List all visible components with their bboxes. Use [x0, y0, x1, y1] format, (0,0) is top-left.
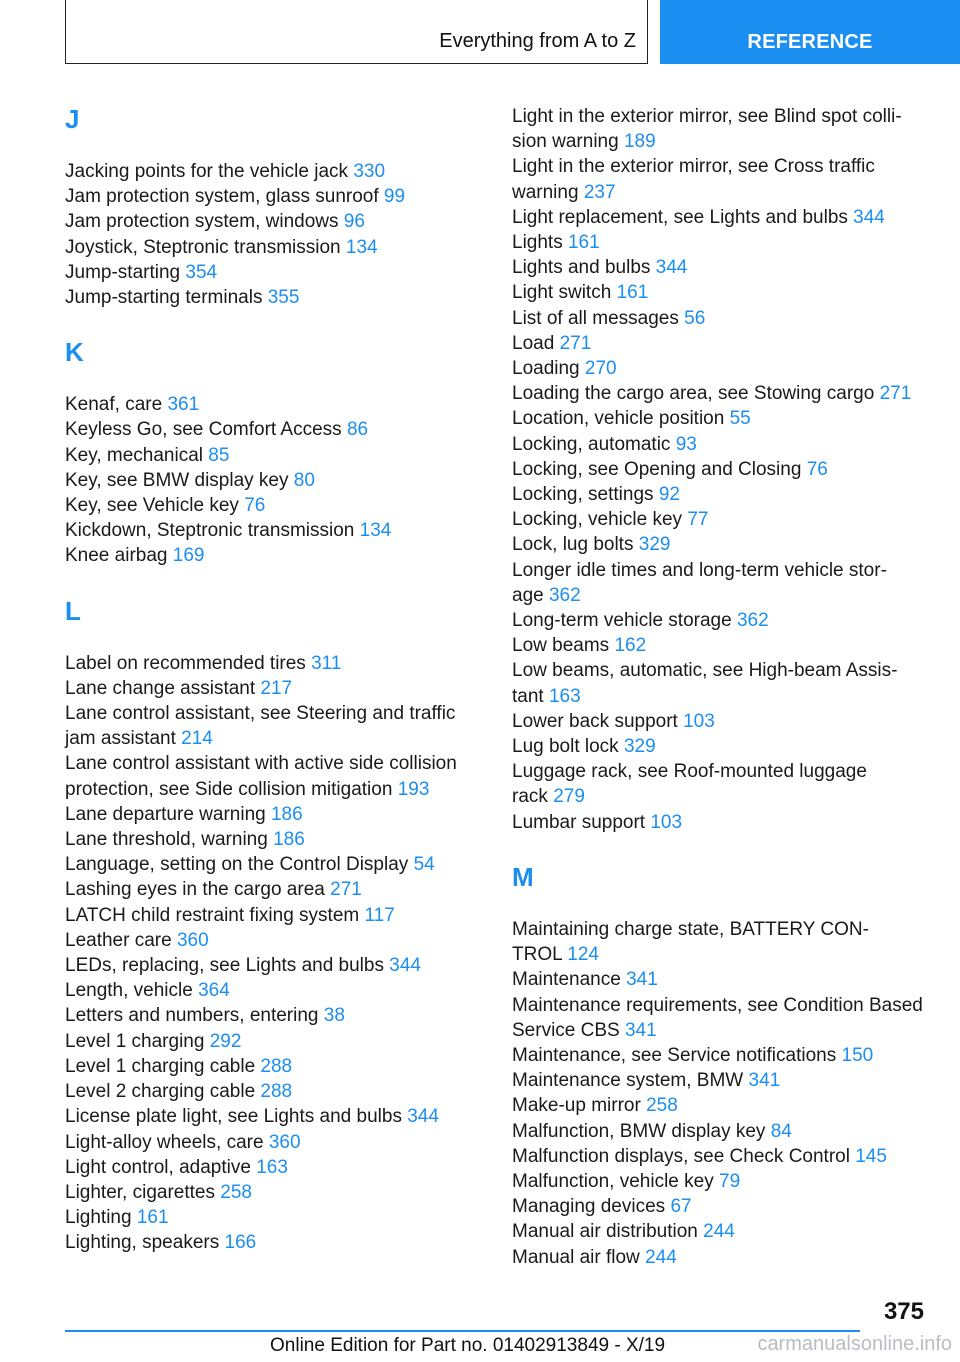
page-reference-link[interactable]: 279 — [553, 786, 585, 808]
index-term: Label on recommended tires — [65, 652, 306, 674]
index-term: Long-term vehicle storage — [512, 610, 732, 632]
page-reference-link[interactable]: 85 — [208, 444, 230, 466]
index-term-continued — [512, 180, 942, 205]
index-term: Lighting — [65, 1207, 132, 1229]
page-reference-link[interactable]: 38 — [323, 1005, 345, 1027]
index-term: Lane change assistant — [65, 677, 256, 699]
index-term: LATCH child restraint fixing system — [65, 904, 360, 926]
index-term-line2: warning — [512, 181, 579, 203]
page-reference-link[interactable]: 54 — [413, 854, 435, 876]
index-term: Jacking points for the vehicle jack — [65, 161, 349, 182]
index-term-line2: protection, see Side collision mitigation — [65, 778, 393, 800]
page-reference-link[interactable]: 80 — [293, 469, 315, 491]
watermark: carmanualsonline.info — [757, 1333, 952, 1355]
index-entry — [512, 1219, 942, 1244]
section-title: Everything from A to Z — [439, 30, 636, 52]
index-term: Longer idle times and long-term vehicle stor- — [512, 559, 887, 581]
page-reference-link[interactable]: 271 — [559, 332, 592, 354]
index-letter-heading: K — [65, 337, 84, 368]
page-reference-link[interactable]: 134 — [359, 520, 392, 542]
page-reference-link[interactable]: 355 — [267, 287, 300, 309]
index-term-line2: jam assistant — [65, 728, 176, 750]
index-term: Managing devices — [512, 1196, 666, 1218]
page-reference-link[interactable]: 288 — [260, 1055, 293, 1077]
index-term: Make-up mirror — [512, 1095, 641, 1117]
page-reference-link[interactable]: 56 — [684, 307, 706, 329]
index-entry — [65, 159, 485, 184]
index-letter-heading: L — [65, 595, 81, 626]
index-term: Jam protection system, windows — [65, 211, 339, 233]
index-entry — [512, 104, 942, 154]
page-reference-link[interactable]: 288 — [260, 1081, 293, 1103]
index-term: Light in the exterior mirror, see Blind spot colli- — [512, 106, 902, 127]
index-entry — [512, 1093, 942, 1118]
index-term: Light control, adaptive — [65, 1156, 251, 1178]
index-term: Malfunction, BMW display key — [512, 1120, 766, 1142]
index-term: Knee airbag — [65, 545, 168, 567]
index-term: Low beams — [512, 635, 610, 657]
index-term-line2: TROL — [512, 944, 562, 966]
index-entry — [65, 518, 485, 543]
index-entry — [512, 154, 942, 204]
page-reference-link[interactable]: 292 — [209, 1030, 242, 1052]
index-term: Low beams, automatic, see High-beam Assis- — [512, 660, 898, 682]
index-column-left — [65, 104, 485, 1256]
index-entry — [65, 1180, 485, 1205]
index-term: Maintenance system, BMW — [512, 1070, 744, 1092]
index-term-continued — [512, 129, 942, 154]
index-entry — [65, 1079, 485, 1104]
index-entry — [512, 381, 942, 406]
index-term: Lane departure warning — [65, 803, 266, 825]
page-reference-link[interactable]: 271 — [330, 879, 362, 901]
page-reference-link[interactable]: 344 — [389, 955, 421, 977]
page-reference-link[interactable]: 361 — [167, 394, 200, 416]
footer-rule — [65, 1330, 860, 1332]
index-term: Level 1 charging — [65, 1030, 205, 1052]
page-reference-link[interactable]: 162 — [614, 635, 647, 657]
index-entry — [65, 392, 485, 417]
index-term: Locking, automatic — [512, 433, 671, 455]
index-entry — [65, 953, 485, 978]
page-reference-link[interactable]: 364 — [198, 980, 230, 1002]
index-entry — [65, 417, 485, 442]
index-entry — [512, 1194, 942, 1219]
index-entry — [512, 406, 942, 431]
index-term: List of all messages — [512, 307, 679, 329]
index-entry — [65, 1130, 485, 1155]
page-reference-link[interactable]: 186 — [273, 829, 305, 851]
index-term: Malfunction, vehicle key — [512, 1170, 714, 1192]
page-reference-link[interactable]: 103 — [650, 811, 683, 833]
index-term: Lower back support — [512, 710, 678, 732]
page-reference-link[interactable]: 258 — [220, 1181, 252, 1203]
page-reference-link[interactable]: 163 — [256, 1156, 288, 1178]
index-term: Leather care — [65, 929, 172, 951]
index-term: Joystick, Steptronic transmission — [65, 236, 341, 258]
index-term: Language, setting on the Control Display — [65, 854, 409, 876]
index-term: Location, vehicle position — [512, 408, 725, 430]
index-term-line2: sion warning — [512, 131, 619, 153]
page-reference-link[interactable]: 67 — [670, 1196, 692, 1218]
index-entry — [512, 558, 942, 608]
page-reference-link[interactable]: 86 — [346, 419, 369, 441]
index-letter-heading: J — [65, 104, 80, 134]
index-entry — [65, 443, 485, 468]
index-entry — [512, 608, 942, 633]
page-reference-link[interactable]: 217 — [260, 677, 293, 699]
index-entry — [65, 701, 485, 751]
page-reference-link[interactable]: 193 — [397, 778, 430, 800]
page-reference-link[interactable]: 79 — [719, 1170, 741, 1192]
index-entry — [65, 1003, 485, 1028]
index-term: Light replacement, see Lights and bulbs — [512, 206, 848, 228]
index-entry — [65, 1104, 485, 1129]
index-term: Manual air flow — [512, 1246, 640, 1268]
page-reference-link[interactable]: 76 — [244, 495, 266, 517]
chapter-tab — [660, 0, 960, 64]
index-entry — [512, 230, 942, 255]
page-reference-link[interactable]: 92 — [658, 484, 680, 506]
page-reference-link[interactable]: 163 — [548, 685, 581, 707]
index-term: Light switch — [512, 282, 612, 304]
index-term: Malfunction displays, see Check Control — [512, 1145, 850, 1167]
page-reference-link[interactable]: 237 — [583, 181, 616, 203]
index-entry — [512, 1245, 942, 1270]
page-reference-link[interactable]: 311 — [311, 652, 342, 674]
index-entry — [65, 493, 485, 518]
index-term: Lashing eyes in the cargo area — [65, 879, 325, 901]
index-term: Lumbar support — [512, 811, 646, 833]
index-entry — [65, 235, 485, 260]
index-term-continued — [512, 784, 942, 809]
page-reference-link[interactable]: 145 — [855, 1145, 887, 1167]
page-reference-link[interactable]: 124 — [567, 944, 599, 966]
index-entry — [512, 1119, 942, 1144]
index-entry — [512, 532, 942, 557]
page-reference-link[interactable]: 329 — [638, 534, 671, 556]
page-reference-link[interactable]: 99 — [383, 186, 406, 208]
index-entry — [65, 676, 485, 701]
index-entry — [65, 1155, 485, 1180]
index-term: Load — [512, 332, 555, 354]
page-reference-link[interactable]: 55 — [729, 408, 751, 430]
index-entry — [65, 852, 485, 877]
index-entry — [512, 633, 942, 658]
index-term-continued — [65, 777, 485, 802]
page-reference-link[interactable]: 344 — [853, 206, 885, 228]
index-entry — [65, 184, 485, 209]
index-entry — [65, 928, 485, 953]
index-term: LEDs, replacing, see Lights and bulbs — [65, 955, 384, 977]
index-entry — [65, 209, 485, 234]
index-term: Lights — [512, 232, 563, 254]
page-reference-link[interactable]: 117 — [364, 904, 395, 926]
index-entry — [512, 280, 942, 305]
chapter-title: REFERENCE — [747, 31, 873, 53]
page-reference-link[interactable]: 166 — [224, 1232, 257, 1254]
index-term: Lighter, cigarettes — [65, 1181, 215, 1203]
index-term: Kenaf, care — [65, 394, 163, 416]
index-term: Luggage rack, see Roof-mounted luggage — [512, 761, 867, 783]
index-entry — [512, 331, 942, 356]
index-term-continued — [512, 684, 942, 709]
page-reference-link[interactable]: 244 — [645, 1246, 677, 1268]
index-term-continued — [512, 942, 942, 967]
page-reference-link[interactable]: 150 — [841, 1044, 874, 1066]
page-number: 375 — [883, 1298, 924, 1325]
page-reference-link[interactable]: 93 — [675, 433, 697, 455]
index-term-continued — [512, 583, 942, 608]
footer-edition: Online Edition for Part no. 01402913849 - X/19 — [270, 1335, 666, 1356]
index-term: Length, vehicle — [65, 980, 193, 1002]
page-reference-link[interactable]: 362 — [548, 584, 581, 606]
page-reference-link[interactable]: 258 — [646, 1095, 678, 1117]
index-term: Maintenance requirements, see Condition Based — [512, 994, 923, 1016]
index-entry — [512, 993, 942, 1043]
index-term: Level 1 charging cable — [65, 1055, 256, 1077]
index-entry — [512, 306, 942, 331]
index-entry — [512, 734, 942, 759]
index-term: Level 2 charging cable — [65, 1081, 256, 1103]
index-term: Keyless Go, see Comfort Access — [65, 419, 342, 441]
index-entry — [512, 205, 942, 230]
index-entry — [65, 543, 485, 568]
index-entry — [512, 255, 942, 280]
index-entry — [512, 759, 942, 809]
page-reference-link[interactable]: 84 — [770, 1120, 792, 1142]
index-entry — [65, 285, 485, 310]
index-term: Key, see Vehicle key — [65, 495, 239, 517]
page-reference-link[interactable]: 341 — [624, 1019, 657, 1041]
index-entry — [65, 903, 485, 928]
page-reference-link[interactable]: 134 — [345, 236, 378, 258]
index-entry — [512, 356, 942, 381]
index-term: Locking, settings — [512, 484, 654, 506]
index-entry — [512, 709, 942, 734]
page-reference-link[interactable]: 189 — [623, 131, 656, 153]
index-entry — [512, 810, 942, 835]
index-term: Jam protection system, glass sunroof — [65, 186, 379, 208]
page-reference-link[interactable]: 214 — [181, 728, 213, 750]
index-term-continued — [65, 726, 485, 751]
index-entry — [65, 1205, 485, 1230]
page-reference-link[interactable]: 96 — [343, 211, 365, 233]
index-entry — [65, 1054, 485, 1079]
index-term: Locking, vehicle key — [512, 509, 683, 531]
index-entry — [65, 827, 485, 852]
index-term: Locking, see Opening and Closing — [512, 458, 802, 480]
page-reference-link[interactable]: 360 — [268, 1131, 301, 1153]
running-header-section — [65, 0, 648, 64]
index-term: Key, mechanical — [65, 444, 203, 466]
page-reference-link[interactable]: 341 — [626, 969, 658, 991]
page-reference-link[interactable]: 270 — [584, 358, 617, 380]
page-reference-link[interactable]: 362 — [736, 610, 769, 632]
index-term: Light-alloy wheels, care — [65, 1131, 264, 1153]
index-entry — [65, 1029, 485, 1054]
index-letter-heading: M — [512, 861, 534, 892]
index-term: Manual air distribution — [512, 1221, 698, 1243]
index-term: Light in the exterior mirror, see Cross traffic — [512, 156, 875, 178]
page-reference-link[interactable]: 186 — [270, 803, 303, 825]
page-reference-link[interactable]: 161 — [567, 232, 600, 254]
page-reference-link[interactable]: 77 — [687, 509, 709, 531]
page-reference-link[interactable]: 76 — [806, 458, 828, 480]
index-term: Loading the cargo area, see Stowing cargo — [512, 383, 875, 405]
index-term: Jump-starting terminals — [65, 287, 263, 309]
index-term: Lighting, speakers — [65, 1232, 220, 1254]
index-entry — [512, 967, 942, 992]
index-entry — [512, 1144, 942, 1169]
page-reference-link[interactable]: 161 — [136, 1207, 169, 1229]
index-term: Letters and numbers, entering — [65, 1005, 319, 1027]
index-term: Lug bolt lock — [512, 736, 619, 758]
index-term: Loading — [512, 358, 580, 380]
index-term-line2: Service CBS — [512, 1019, 620, 1041]
index-column-right — [512, 104, 942, 1270]
index-term: Maintenance, see Service notifications — [512, 1044, 837, 1066]
index-term: Key, see BMW display key — [65, 469, 289, 491]
index-entry — [65, 260, 485, 285]
index-term: Lane control assistant, see Steering and traffic — [65, 703, 456, 725]
index-entry — [65, 877, 485, 902]
index-entry — [512, 917, 942, 967]
index-entry — [65, 468, 485, 493]
page-reference-link[interactable]: 330 — [353, 161, 386, 182]
index-entry — [65, 978, 485, 1003]
index-entry — [65, 802, 485, 827]
index-term: Maintaining charge state, BATTERY CON- — [512, 918, 869, 940]
index-term-line2: age — [512, 584, 544, 606]
page-reference-link[interactable]: 341 — [748, 1070, 781, 1092]
index-entry — [65, 1230, 485, 1255]
index-term: Kickdown, Steptronic transmission — [65, 520, 355, 542]
index-term: Lights and bulbs — [512, 257, 651, 279]
index-term: License plate light, see Lights and bulbs — [65, 1106, 402, 1128]
page-reference-link[interactable]: 344 — [655, 257, 688, 279]
page-reference-link[interactable]: 103 — [683, 710, 715, 732]
index-entry — [512, 1043, 942, 1068]
index-entry — [512, 1068, 942, 1093]
index-entry — [512, 432, 942, 457]
index-entry — [512, 507, 942, 532]
page-reference-link[interactable]: 161 — [616, 282, 649, 304]
page-reference-link[interactable]: 360 — [176, 929, 209, 951]
index-entry — [512, 1169, 942, 1194]
page-reference-link[interactable]: 354 — [185, 261, 218, 283]
page-reference-link[interactable]: 271 — [879, 383, 912, 405]
index-term: Lane threshold, warning — [65, 829, 268, 851]
index-entry — [512, 482, 942, 507]
page-reference-link[interactable]: 244 — [703, 1221, 735, 1243]
index-entry — [512, 658, 942, 708]
index-entry — [512, 457, 942, 482]
index-term-continued — [512, 1018, 942, 1043]
index-term-line2: rack — [512, 786, 548, 808]
index-term-line2: tant — [512, 685, 544, 707]
page-reference-link[interactable]: 169 — [172, 545, 205, 567]
page-reference-link[interactable]: 329 — [623, 736, 656, 758]
index-entry — [65, 651, 485, 676]
index-term: Jump-starting — [65, 261, 181, 283]
index-term: Maintenance — [512, 969, 621, 991]
page-reference-link[interactable]: 344 — [407, 1106, 439, 1128]
index-entry — [65, 751, 485, 801]
index-term: Lane control assistant with active side collision — [65, 753, 457, 775]
index-term: Lock, lug bolts — [512, 534, 634, 556]
